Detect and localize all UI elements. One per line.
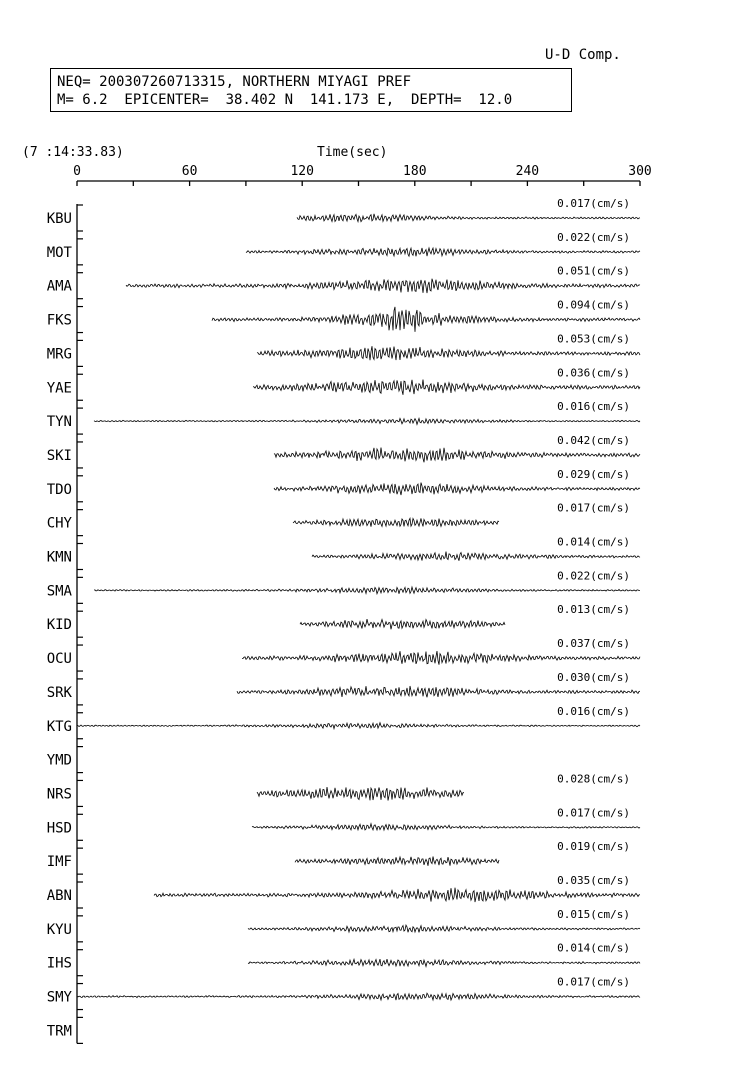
station-label: SKI [46, 447, 72, 464]
station-trace [94, 587, 640, 594]
station-label: KYU [46, 921, 72, 938]
station-label: CHY [46, 515, 72, 532]
max-amplitude-label: 0.019(cm/s) [557, 840, 630, 854]
station-trace [252, 824, 640, 830]
station-label: KTG [46, 718, 72, 735]
max-amplitude-label: 0.017(cm/s) [557, 501, 630, 515]
max-amplitude-label: 0.017(cm/s) [557, 197, 630, 210]
max-amplitude-label: 0.051(cm/s) [557, 264, 630, 278]
station-trace [295, 857, 499, 866]
station-label: IMF [46, 854, 72, 871]
station-label: KID [46, 617, 72, 634]
station-trace [257, 787, 464, 800]
x-tick-label: 300 [628, 164, 652, 179]
station-label: AMA [46, 278, 72, 295]
max-amplitude-label: 0.016(cm/s) [557, 704, 630, 718]
station-trace [312, 552, 640, 561]
max-amplitude-label: 0.030(cm/s) [557, 670, 630, 684]
max-amplitude-label: 0.022(cm/s) [557, 230, 630, 244]
station-trace [274, 483, 640, 495]
station-trace [257, 346, 640, 360]
station-label: OCU [46, 651, 72, 668]
station-trace [242, 651, 640, 665]
max-amplitude-label: 0.042(cm/s) [557, 433, 630, 447]
x-tick-label: 120 [290, 164, 314, 179]
max-amplitude-label: 0.022(cm/s) [557, 569, 630, 583]
station-label: MOT [46, 244, 72, 261]
max-amplitude-label: 0.053(cm/s) [557, 332, 630, 346]
station-trace [274, 448, 640, 463]
station-trace [297, 214, 640, 222]
component-label: U-D Comp. [545, 47, 621, 63]
station-trace [154, 888, 640, 902]
station-trace [248, 925, 640, 932]
x-axis-title: Time(sec) [317, 145, 388, 160]
station-trace [237, 686, 640, 697]
start-time-label: (7 :14:33.83) [22, 145, 124, 160]
station-trace [300, 619, 505, 629]
station-trace [248, 959, 640, 966]
station-trace [94, 418, 640, 424]
max-amplitude-label: 0.028(cm/s) [557, 772, 630, 786]
station-label: KMN [46, 549, 72, 566]
max-amplitude-label: 0.094(cm/s) [557, 298, 630, 312]
station-label: KBU [46, 211, 72, 227]
station-label: YAE [46, 380, 72, 397]
station-label: SMY [46, 989, 72, 1006]
max-amplitude-label: 0.036(cm/s) [557, 366, 630, 380]
station-trace [293, 518, 499, 526]
station-label: IHS [46, 955, 72, 972]
x-tick-label: 180 [403, 164, 427, 179]
x-tick-label: 240 [515, 164, 540, 179]
max-amplitude-label: 0.015(cm/s) [557, 907, 630, 921]
station-label: YMD [46, 752, 72, 769]
station-label: FKS [46, 312, 72, 329]
x-tick-label: 60 [181, 164, 198, 179]
station-trace [246, 248, 640, 256]
station-trace [253, 380, 640, 395]
max-amplitude-label: 0.016(cm/s) [557, 400, 630, 414]
station-label: MRG [46, 346, 72, 363]
station-label: ABN [46, 888, 72, 904]
station-trace [77, 993, 640, 1000]
max-amplitude-label: 0.035(cm/s) [557, 874, 630, 887]
station-trace [126, 279, 640, 293]
station-trace [77, 723, 640, 729]
station-label: TDO [46, 481, 72, 498]
max-amplitude-label: 0.029(cm/s) [557, 467, 630, 481]
event-line-1: NEQ= 200307260713315, NORTHERN MIYAGI PREF [57, 74, 412, 90]
max-amplitude-label: 0.017(cm/s) [557, 975, 630, 989]
event-line-2: M= 6.2 EPICENTER= 38.402 N 141.173 E, DEPTH= 12.0 [57, 92, 513, 108]
station-label: NRS [46, 786, 72, 803]
x-tick-label: 0 [73, 164, 81, 179]
station-label: HSD [46, 820, 72, 837]
max-amplitude-label: 0.017(cm/s) [557, 806, 630, 820]
max-amplitude-label: 0.037(cm/s) [557, 637, 630, 651]
max-amplitude-label: 0.013(cm/s) [557, 603, 630, 617]
station-label: SRK [46, 684, 72, 701]
max-amplitude-label: 0.014(cm/s) [557, 535, 630, 549]
station-label: TRM [46, 1023, 72, 1040]
max-amplitude-label: 0.014(cm/s) [557, 941, 630, 955]
station-label: TYN [46, 414, 72, 431]
station-label: SMA [46, 583, 72, 600]
